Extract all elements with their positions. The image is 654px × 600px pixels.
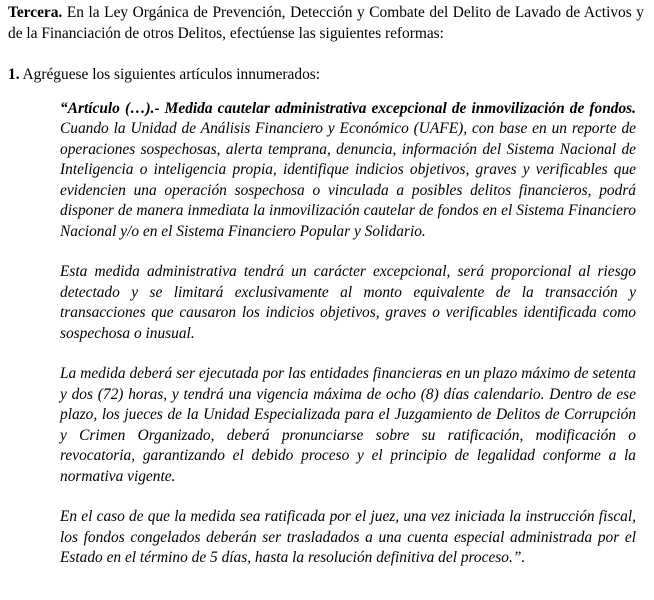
intro-paragraph	[8, 3, 644, 44]
article-paragraph-3: La medida deberá ser ejecutada por las entidades financieras en un plazo máximo de setenta y dos (72) horas, y tendrá una vigencia máxima de ocho (8) días calendario. Dentro de ese plazo, los jueces de la Unidad Especializada para el Juzgamiento de Delitos de Corrupción y Crimen Organizado, deberá pronunciarse sobre su ratificación, modificación o revocatoria, garantizando el debido proceso y el principio de legalidad conforme a la normativa vigente.	[60, 365, 636, 485]
item-1-number: 1.	[8, 66, 20, 83]
article-heading: “Artículo (…).- Medida cautelar administrativa excepcional de inmovilización de fondos.	[60, 99, 636, 117]
article-paragraph-4: En el caso de que la medida sea ratificada por el juez, una vez iniciada la instrucción fiscal, los fondos congelados deberán ser trasladados a una cuenta especial administrada por el Estado en el término de 5 días, hasta la resolución definitiva del proceso.”.	[60, 508, 636, 566]
article-paragraph-2: Esta medida administrativa tendrá un carácter excepcional, será proporcional al riesgo detectado y se limitará exclusivamente al monto equivalente de la transacción y transacciones que causaron los indicios objetivos, graves o verificables identificada como sospechosa o inusual.	[60, 263, 636, 342]
article-paragraph-1-text: Cuando la Unidad de Análisis Financiero y Económico (UAFE), con base en un reporte de operaciones sospechosas, alerta temprana, denuncia, información del Sistema Nacional de Inteligencia o inteligencia propia, identifique indicios objetivos, graves y verificables que evidencien una operación sospechosa o vinculada a posibles delitos financieros, podrá disponer de manera inmediata la inmovilización cautelar de fondos en el Sistema Financiero Nacional y/o en el Sistema Financiero Popular y Solidario.	[60, 120, 636, 240]
article-quote-block	[60, 99, 636, 569]
article-paragraph-1	[60, 99, 636, 243]
intro-label: Tercera.	[8, 4, 63, 21]
item-1-paragraph	[8, 65, 644, 86]
intro-text: En la Ley Orgánica de Prevención, Detección y Combate del Delito de Lavado de Activos y de la Financiación de otros Delitos, efectúense las siguientes reformas:	[8, 4, 644, 42]
item-1-text: Agréguese los siguientes artículos innumerados:	[19, 66, 321, 83]
